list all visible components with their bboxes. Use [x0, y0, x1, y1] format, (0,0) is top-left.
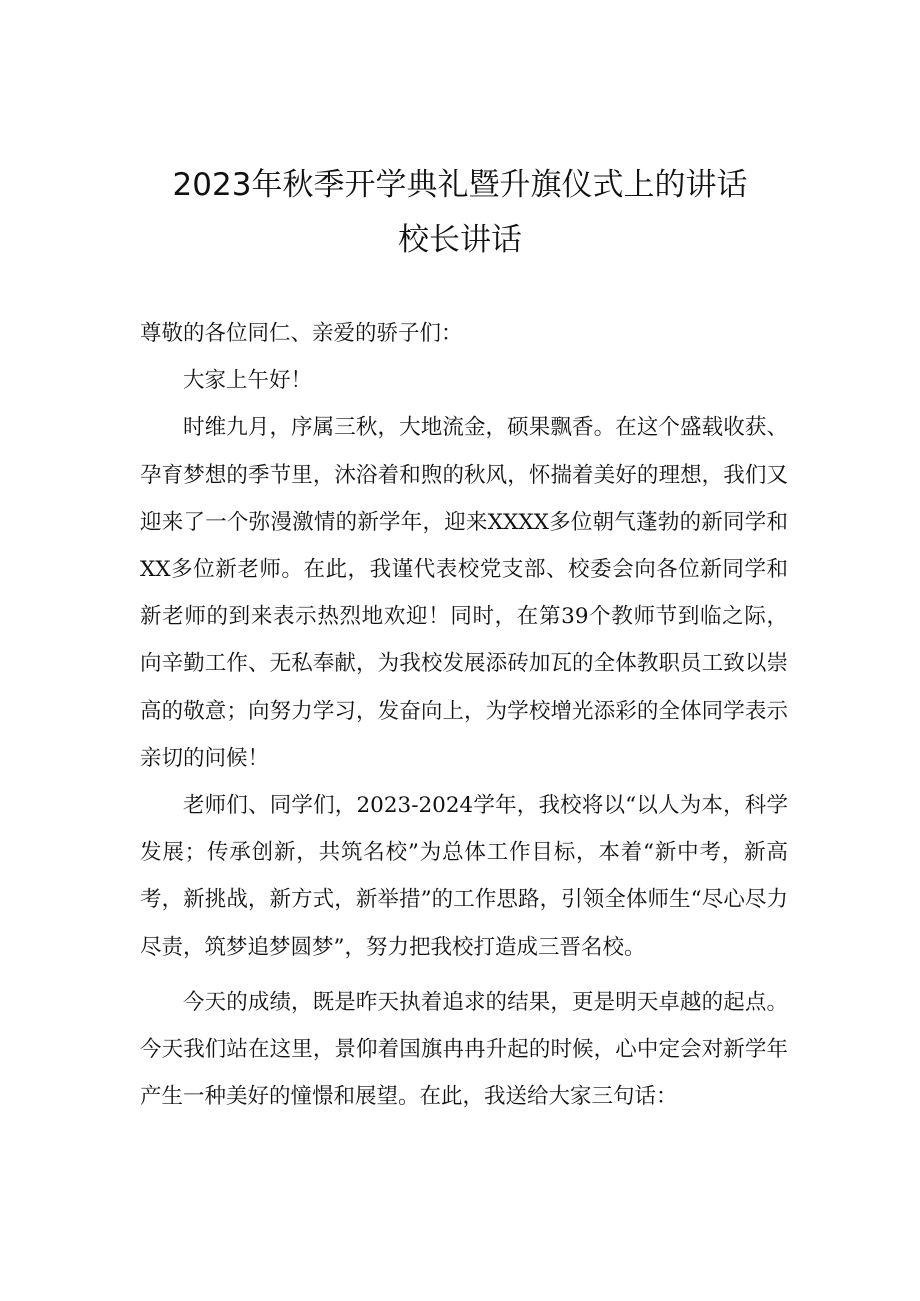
salutation: 尊敬的各位同仁、亲爱的骄子们：	[140, 321, 463, 346]
paragraph-2: 老师们、同学们，2023-2024学年，我校将以“以人为本，科学发展；传承创新，共筑名校”为总体工作目标，本着“新中考，新高考，新挑战，新方式，新举措”的工作思路，引领全体师生“尽心尽力尽责，筑梦追梦圆梦”，努力把我校打造成三晋名校。	[140, 793, 788, 960]
paragraph-3: 今天的成绩，既是昨天执着追求的结果，更是明天卓越的起点。今天我们站在这里，景仰着国旗冉冉升起的时候，心中定会对新学年产生一种美好的憧憬和展望。在此，我送给大家三句话：	[140, 989, 788, 1110]
document-body	[140, 310, 788, 1120]
document-title: 2023年秋季开学典礼暨升旗仪式上的讲话	[172, 167, 748, 203]
document-subtitle: 校长讲话	[398, 222, 522, 258]
greeting: 大家上午好！	[183, 368, 313, 394]
paragraph-1: 时维九月，序属三秋，大地流金，硕果飘香。在这个盛载收获、孕育梦想的季节里，沐浴着和煦的秋风，怀揣着美好的理想，我们又迎来了一个弥漫激情的新学年，迎来XXXX多位朝气蓬勃的新同学和XX多位新老师。在此，我谨代表校党支部、校委会向各位新同学和新老师的到来表示热烈地欢迎！同时，在第39个教师节到临之际，向辛勤工作、无私奉献，为我校发展添砖加瓦的全体教职员工致以崇高的敬意；向努力学习，发奋向上，为学校增光添彩的全体同学表示亲切的问候！	[140, 415, 788, 771]
